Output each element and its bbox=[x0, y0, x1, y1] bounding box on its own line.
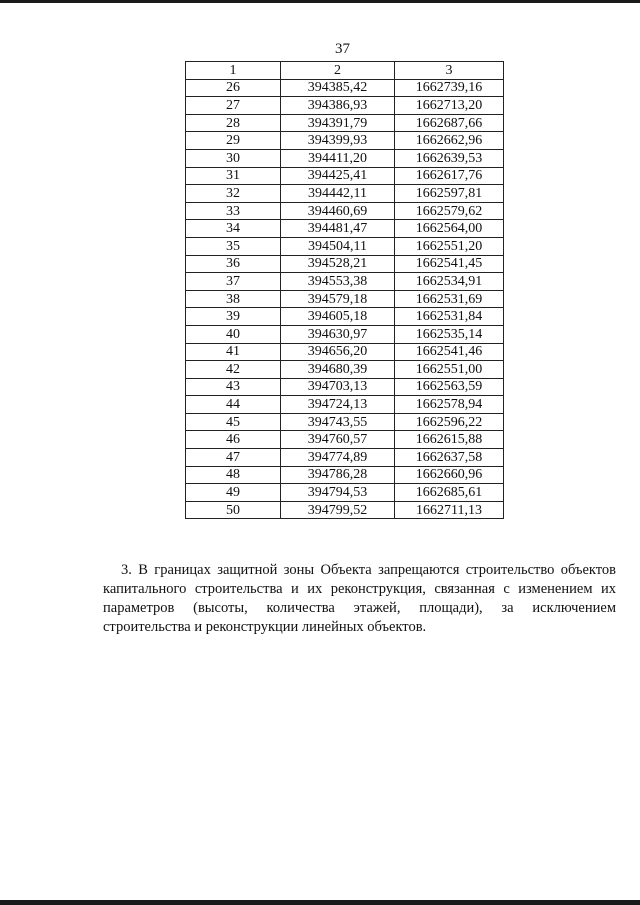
table-row bbox=[186, 378, 504, 396]
cell-x-coordinate: 394786,28 bbox=[281, 466, 395, 484]
table-row bbox=[186, 361, 504, 379]
cell-x-coordinate: 394760,57 bbox=[281, 431, 395, 449]
restriction-paragraph: 3. В границах защитной зоны Объекта запрещаются строительство объектов капитального строительства и их реконструкция, связанная с изменением их параметров (высоты, количества этажей, площади), за исключением строительства и реконструкции линейных объектов. bbox=[103, 561, 616, 635]
cell-point-number: 39 bbox=[186, 308, 281, 326]
cell-x-coordinate: 394504,11 bbox=[281, 237, 395, 255]
table-row bbox=[186, 202, 504, 220]
cell-x-coordinate: 394553,38 bbox=[281, 273, 395, 291]
cell-y-coordinate: 1662596,22 bbox=[395, 413, 504, 431]
cell-point-number: 50 bbox=[186, 501, 281, 519]
cell-x-coordinate: 394460,69 bbox=[281, 202, 395, 220]
cell-point-number: 47 bbox=[186, 449, 281, 467]
cell-point-number: 33 bbox=[186, 202, 281, 220]
scan-edge-top bbox=[0, 0, 640, 3]
cell-y-coordinate: 1662639,53 bbox=[395, 149, 504, 167]
cell-x-coordinate: 394442,11 bbox=[281, 185, 395, 203]
cell-point-number: 48 bbox=[186, 466, 281, 484]
cell-x-coordinate: 394774,89 bbox=[281, 449, 395, 467]
cell-y-coordinate: 1662617,76 bbox=[395, 167, 504, 185]
table-row bbox=[186, 255, 504, 273]
cell-y-coordinate: 1662578,94 bbox=[395, 396, 504, 414]
table-row bbox=[186, 449, 504, 467]
table-row bbox=[186, 484, 504, 502]
cell-y-coordinate: 1662660,96 bbox=[395, 466, 504, 484]
cell-y-coordinate: 1662579,62 bbox=[395, 202, 504, 220]
cell-point-number: 35 bbox=[186, 237, 281, 255]
page-number: 37 bbox=[335, 41, 350, 57]
cell-x-coordinate: 394386,93 bbox=[281, 97, 395, 115]
cell-point-number: 42 bbox=[186, 361, 281, 379]
cell-point-number: 43 bbox=[186, 378, 281, 396]
cell-x-coordinate: 394743,55 bbox=[281, 413, 395, 431]
cell-y-coordinate: 1662564,00 bbox=[395, 220, 504, 238]
cell-point-number: 32 bbox=[186, 185, 281, 203]
cell-x-coordinate: 394391,79 bbox=[281, 114, 395, 132]
cell-x-coordinate: 394481,47 bbox=[281, 220, 395, 238]
table-row bbox=[186, 431, 504, 449]
cell-y-coordinate: 1662637,58 bbox=[395, 449, 504, 467]
cell-point-number: 49 bbox=[186, 484, 281, 502]
cell-y-coordinate: 1662551,00 bbox=[395, 361, 504, 379]
cell-point-number: 27 bbox=[186, 97, 281, 115]
cell-x-coordinate: 394656,20 bbox=[281, 343, 395, 361]
cell-x-coordinate: 394528,21 bbox=[281, 255, 395, 273]
cell-point-number: 29 bbox=[186, 132, 281, 150]
table-row bbox=[186, 97, 504, 115]
table-row bbox=[186, 220, 504, 238]
cell-y-coordinate: 1662687,66 bbox=[395, 114, 504, 132]
cell-point-number: 30 bbox=[186, 149, 281, 167]
cell-y-coordinate: 1662535,14 bbox=[395, 325, 504, 343]
table-row bbox=[186, 396, 504, 414]
column-header-point-number: 1 bbox=[186, 62, 281, 80]
cell-y-coordinate: 1662531,84 bbox=[395, 308, 504, 326]
table-body bbox=[186, 79, 504, 519]
table-row bbox=[186, 149, 504, 167]
cell-x-coordinate: 394605,18 bbox=[281, 308, 395, 326]
cell-x-coordinate: 394630,97 bbox=[281, 325, 395, 343]
cell-y-coordinate: 1662531,69 bbox=[395, 290, 504, 308]
table-row bbox=[186, 308, 504, 326]
cell-y-coordinate: 1662541,45 bbox=[395, 255, 504, 273]
cell-y-coordinate: 1662713,20 bbox=[395, 97, 504, 115]
cell-point-number: 28 bbox=[186, 114, 281, 132]
table-row bbox=[186, 290, 504, 308]
column-header-y: 3 bbox=[395, 62, 504, 80]
cell-point-number: 26 bbox=[186, 79, 281, 97]
table-row bbox=[186, 237, 504, 255]
cell-point-number: 37 bbox=[186, 273, 281, 291]
cell-point-number: 46 bbox=[186, 431, 281, 449]
cell-point-number: 38 bbox=[186, 290, 281, 308]
cell-x-coordinate: 394794,53 bbox=[281, 484, 395, 502]
cell-x-coordinate: 394703,13 bbox=[281, 378, 395, 396]
table-row bbox=[186, 343, 504, 361]
cell-point-number: 34 bbox=[186, 220, 281, 238]
table-row bbox=[186, 167, 504, 185]
column-header-x: 2 bbox=[281, 62, 395, 80]
table-row bbox=[186, 79, 504, 97]
table-row bbox=[186, 114, 504, 132]
table-row bbox=[186, 132, 504, 150]
cell-x-coordinate: 394799,52 bbox=[281, 501, 395, 519]
cell-point-number: 40 bbox=[186, 325, 281, 343]
cell-y-coordinate: 1662563,59 bbox=[395, 378, 504, 396]
cell-point-number: 44 bbox=[186, 396, 281, 414]
cell-y-coordinate: 1662739,16 bbox=[395, 79, 504, 97]
cell-point-number: 36 bbox=[186, 255, 281, 273]
cell-point-number: 31 bbox=[186, 167, 281, 185]
cell-x-coordinate: 394425,41 bbox=[281, 167, 395, 185]
cell-point-number: 41 bbox=[186, 343, 281, 361]
table-row bbox=[186, 325, 504, 343]
cell-point-number: 45 bbox=[186, 413, 281, 431]
cell-y-coordinate: 1662534,91 bbox=[395, 273, 504, 291]
cell-x-coordinate: 394385,42 bbox=[281, 79, 395, 97]
cell-x-coordinate: 394579,18 bbox=[281, 290, 395, 308]
cell-x-coordinate: 394724,13 bbox=[281, 396, 395, 414]
cell-y-coordinate: 1662551,20 bbox=[395, 237, 504, 255]
cell-y-coordinate: 1662597,81 bbox=[395, 185, 504, 203]
cell-y-coordinate: 1662615,88 bbox=[395, 431, 504, 449]
cell-x-coordinate: 394411,20 bbox=[281, 149, 395, 167]
cell-x-coordinate: 394399,93 bbox=[281, 132, 395, 150]
table-row bbox=[186, 501, 504, 519]
coordinates-table bbox=[185, 61, 504, 519]
table-row bbox=[186, 273, 504, 291]
cell-y-coordinate: 1662711,13 bbox=[395, 501, 504, 519]
cell-y-coordinate: 1662662,96 bbox=[395, 132, 504, 150]
table-header-row bbox=[186, 62, 504, 80]
table-row bbox=[186, 413, 504, 431]
cell-y-coordinate: 1662685,61 bbox=[395, 484, 504, 502]
scan-edge-bottom bbox=[0, 900, 640, 905]
table-row bbox=[186, 466, 504, 484]
cell-y-coordinate: 1662541,46 bbox=[395, 343, 504, 361]
cell-x-coordinate: 394680,39 bbox=[281, 361, 395, 379]
table-row bbox=[186, 185, 504, 203]
